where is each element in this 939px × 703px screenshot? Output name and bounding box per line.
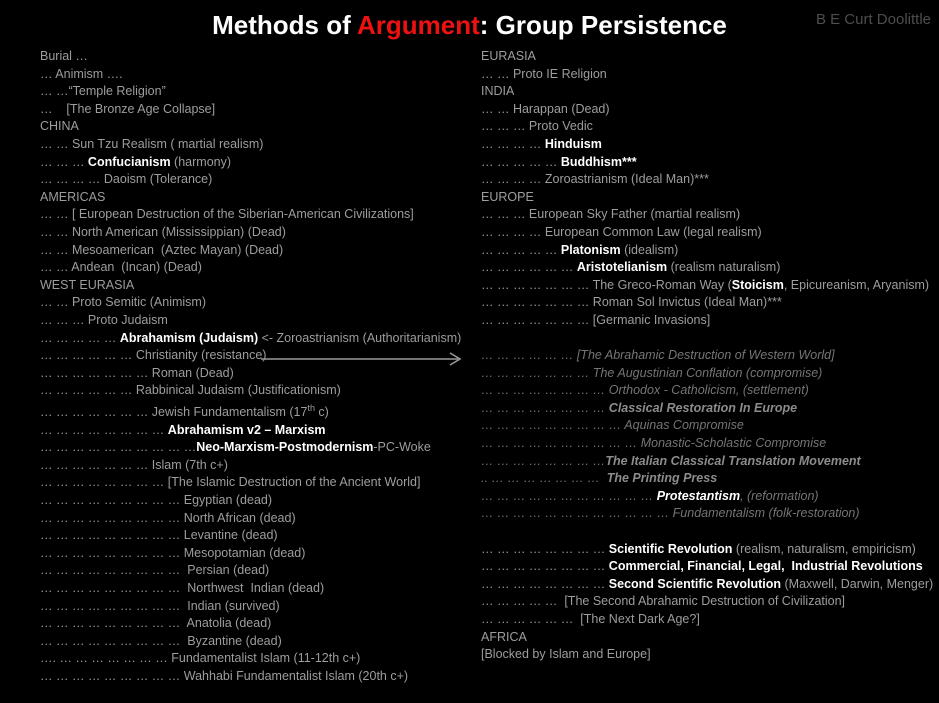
text-line xyxy=(481,242,936,260)
text-segment: … … … xyxy=(40,154,88,169)
text-segment: … … … … … … … … … Anatolia (dead) xyxy=(40,616,272,631)
text-segment: … … … … … … … Roman Sol Invictus (Ideal Man)*** xyxy=(481,295,782,310)
text-line xyxy=(481,136,936,154)
text-line xyxy=(40,457,478,475)
text-segment: … … … … Zoroastrianism (Ideal Man)*** xyxy=(481,172,709,187)
text-segment: … … … … … … … … xyxy=(481,541,609,556)
text-line xyxy=(40,136,478,154)
text-segment: … … … … … … … … Orthodox - Catholicism, (settlement) xyxy=(481,383,809,398)
text-segment: … … … … … … … … … Wahhabi Fundamentalist Islam (20th c+) xyxy=(40,668,409,683)
section-header xyxy=(481,629,936,647)
text-segment: … … … … … … Christianity (resistance) xyxy=(40,348,267,363)
text-line xyxy=(481,593,936,611)
text-segment: … … Mesoamerican (Aztec Mayan) (Dead) xyxy=(40,242,284,257)
text-line xyxy=(40,382,478,400)
section-header xyxy=(481,83,936,101)
text-line xyxy=(40,598,478,616)
text-segment: The Printing Press xyxy=(606,471,718,486)
text-line xyxy=(40,400,478,422)
text-segment: Second Scientific Revolution xyxy=(608,576,782,591)
text-segment: Commercial, Financial, Legal, Industrial Revolutions xyxy=(608,559,923,574)
text-line xyxy=(40,206,478,224)
text-line xyxy=(481,312,936,330)
text-segment: AMERICAS xyxy=(40,189,106,204)
text-segment: … … Harappan (Dead) xyxy=(481,101,610,116)
text-segment: … … [ European Destruction of the Siberian-American Civilizations] xyxy=(40,207,414,222)
text-line xyxy=(40,48,478,66)
text-line xyxy=(481,558,936,576)
text-segment: Scientific Revolution xyxy=(608,541,733,556)
text-line xyxy=(40,66,478,84)
text-segment: … … … … … … … … … Levantine (dead) xyxy=(40,528,278,543)
section-header xyxy=(40,277,478,295)
text-line xyxy=(40,633,478,651)
text-segment: … … … … … … … The Greco-Roman Way ( xyxy=(481,277,732,292)
text-segment: Hinduism xyxy=(544,136,602,151)
text-segment: Stoicism xyxy=(731,277,784,292)
text-segment: … … … … … … … … xyxy=(481,559,609,574)
text-line xyxy=(481,382,936,400)
author-credit: B E Curt Doolittle xyxy=(815,11,931,28)
text-line xyxy=(481,453,936,471)
text-segment: … … … … … … … Roman (Dead) xyxy=(40,365,234,380)
title-suffix: : Group Persistence xyxy=(479,10,727,40)
text-line xyxy=(481,66,936,84)
text-line xyxy=(40,474,478,492)
text-line xyxy=(481,118,936,136)
text-segment: … … … … … xyxy=(481,154,561,169)
text-segment: Abrahamism v2 – Marxism xyxy=(167,422,326,437)
text-segment: … … … European Sky Father (martial realism) xyxy=(481,207,741,222)
text-line xyxy=(40,668,478,686)
text-line xyxy=(481,576,936,594)
text-line xyxy=(40,154,478,172)
text-line xyxy=(40,545,478,563)
text-segment: … … … … … … … … [The Islamic Destruction of the Ancient World] xyxy=(40,475,421,490)
text-line xyxy=(40,650,478,668)
text-segment: EUROPE xyxy=(481,189,534,204)
section-header xyxy=(481,189,936,207)
text-line xyxy=(40,101,478,119)
text-segment: … … … … … … … … … Northwest Indian (dead) xyxy=(40,580,325,595)
text-line xyxy=(40,365,478,383)
text-segment: … … … … … … … … … Aquinas Compromise xyxy=(481,418,744,433)
text-segment: Confucianism xyxy=(87,154,171,169)
section-header xyxy=(40,118,478,136)
text-segment: Platonism xyxy=(560,242,621,257)
text-line xyxy=(481,171,936,189)
text-line xyxy=(40,312,478,330)
text-segment: … … … … … … … The Augustinian Conflation (compromise) xyxy=(481,365,823,380)
text-line xyxy=(481,400,936,418)
page-title xyxy=(0,10,939,41)
text-segment: …. … … … … … … … Fundamentalist Islam (11-12th c+) xyxy=(40,651,361,666)
text-line xyxy=(481,259,936,277)
text-line xyxy=(40,224,478,242)
text-line xyxy=(481,154,936,172)
section-header xyxy=(481,48,936,66)
text-line xyxy=(481,277,936,295)
text-segment: … … Andean (Incan) (Dead) xyxy=(40,260,202,275)
text-segment: … … Sun Tzu Realism ( martial realism) xyxy=(40,136,264,151)
text-segment: … … … … … xyxy=(481,242,561,257)
text-segment: … … … Proto Vedic xyxy=(481,119,593,134)
text-line xyxy=(481,347,936,365)
text-line xyxy=(40,510,478,528)
text-segment: … … … … Daoism (Tolerance) xyxy=(40,172,213,187)
text-segment: … … … Proto Judaism xyxy=(40,312,168,327)
right-column xyxy=(481,48,936,664)
text-line xyxy=(481,365,936,383)
text-segment: … … … … … … … … … Byzantine (dead) xyxy=(40,633,282,648)
right-arrow-icon xyxy=(261,351,469,367)
text-segment: … … … … … … … … xyxy=(40,422,168,437)
text-segment: … … Proto IE Religion xyxy=(481,66,607,81)
text-segment: (realism naturalism) xyxy=(667,260,781,275)
text-segment: … … … … … … … … … … Monastic-Scholastic Compromise xyxy=(481,436,827,451)
text-segment: … … … … … … … Islam (7th c+) xyxy=(40,457,228,472)
text-segment: … … … … … … … … … Mesopotamian (dead) xyxy=(40,545,306,560)
text-line xyxy=(40,294,478,312)
text-line xyxy=(40,492,478,510)
text-line xyxy=(481,541,936,559)
text-line xyxy=(40,330,478,348)
text-segment: The Italian Classical Translation Movement xyxy=(605,453,861,468)
text-line xyxy=(40,242,478,260)
text-line xyxy=(40,171,478,189)
text-segment: CHINA xyxy=(40,119,79,134)
text-segment: … … … … … … [The Abrahamic Destruction of Western World] xyxy=(481,348,835,363)
text-segment: , Epicureanism, Aryanism) xyxy=(783,277,930,292)
text-segment: EURASIA xyxy=(481,49,536,63)
text-segment: (idealism) xyxy=(620,242,679,257)
text-segment: … … … … … … … … … … … … Fundamentalism (folk-restoration) xyxy=(481,506,860,521)
text-line xyxy=(40,580,478,598)
text-segment: … … … … … … Rabbinical Judaism (Justificationism) xyxy=(40,383,341,398)
text-segment: Buddhism*** xyxy=(560,154,637,169)
text-segment: … … … … … … … … xyxy=(481,453,606,468)
text-line xyxy=(481,470,936,488)
text-line xyxy=(481,417,936,435)
text-segment: … … … … European Common Law (legal realism) xyxy=(481,224,762,239)
text-line xyxy=(481,505,936,523)
text-line xyxy=(40,83,478,101)
text-segment: … … … … … … … … … North African (dead) xyxy=(40,510,296,525)
text-segment: … … North American (Mississippian) (Dead) xyxy=(40,224,286,239)
text-line xyxy=(481,224,936,242)
text-segment: … … … … … xyxy=(40,330,120,345)
text-segment: … … … … … … xyxy=(481,260,577,275)
text-segment: … … … … … … … Jewish Fundamentalism (17 xyxy=(40,405,308,420)
text-segment: (realism, naturalism, empiricism) xyxy=(732,541,916,556)
text-line xyxy=(40,527,478,545)
section-header xyxy=(40,189,478,207)
text-segment: (Maxwell, Darwin, Menger) xyxy=(781,576,934,591)
text-line xyxy=(40,615,478,633)
text-segment: … … … … … … … … … Persian (dead) xyxy=(40,563,270,578)
text-segment: … … … … … … … … xyxy=(481,400,609,415)
text-segment: … …“Temple Religion” xyxy=(40,84,166,99)
title-prefix: Methods of xyxy=(212,10,358,40)
text-segment: … … … … … … … … … Egyptian (dead) xyxy=(40,493,273,507)
title-highlight: Argument xyxy=(357,10,480,40)
text-segment: , (reformation) xyxy=(740,488,819,503)
text-segment: … … … … … … … … … Indian (survived) xyxy=(40,598,280,613)
text-line xyxy=(481,294,936,312)
text-line xyxy=(481,646,936,664)
text-segment: Aristotelianism xyxy=(576,260,668,275)
text-line xyxy=(481,488,936,506)
text-line xyxy=(481,101,936,119)
text-segment: AFRICA xyxy=(481,629,527,644)
text-segment: Classical Restoration In Europe xyxy=(608,400,798,415)
text-line xyxy=(481,206,936,224)
text-segment: Burial … xyxy=(40,49,88,63)
text-segment: … … … … … … [The Next Dark Age?] xyxy=(481,612,700,626)
text-segment: .. … … … … … … … xyxy=(481,471,607,486)
text-segment: … … Proto Semitic (Animism) xyxy=(40,295,206,310)
text-line xyxy=(40,259,478,277)
text-segment: … … … … … … … … … … xyxy=(40,440,197,455)
text-segment: WEST EURASIA xyxy=(40,277,135,292)
text-segment: … … … … xyxy=(481,136,545,151)
text-segment: [Blocked by Islam and Europe] xyxy=(481,647,651,662)
text-segment: c) xyxy=(314,405,329,420)
text-segment: … … … … … … … … … … … xyxy=(481,488,657,503)
text-segment: … … … … … [The Second Abrahamic Destruction of Civilization] xyxy=(481,594,846,609)
text-segment: (harmony) xyxy=(170,154,232,169)
text-segment: … … … … … … … … xyxy=(481,576,609,591)
text-line xyxy=(40,422,478,440)
text-line xyxy=(481,435,936,453)
text-line xyxy=(40,562,478,580)
text-segment: th xyxy=(307,402,315,413)
text-segment: INDIA xyxy=(481,84,515,99)
text-segment: Neo-Marxism-Postmodernism xyxy=(196,440,374,455)
text-line xyxy=(481,330,936,348)
text-segment: -PC-Woke xyxy=(373,440,431,455)
text-line xyxy=(40,439,478,457)
text-segment: … Animism …. xyxy=(40,66,123,81)
text-segment: Abrahamism (Judaism) xyxy=(119,330,259,345)
text-segment: Protestantism xyxy=(656,488,741,503)
text-line xyxy=(481,611,936,629)
text-segment: … … … … … … … [Germanic Invasions] xyxy=(481,312,711,327)
text-line xyxy=(481,523,936,541)
text-segment: <- Zoroastrianism (Authoritarianism) xyxy=(258,330,462,345)
text-segment: … [The Bronze Age Collapse] xyxy=(40,101,216,116)
